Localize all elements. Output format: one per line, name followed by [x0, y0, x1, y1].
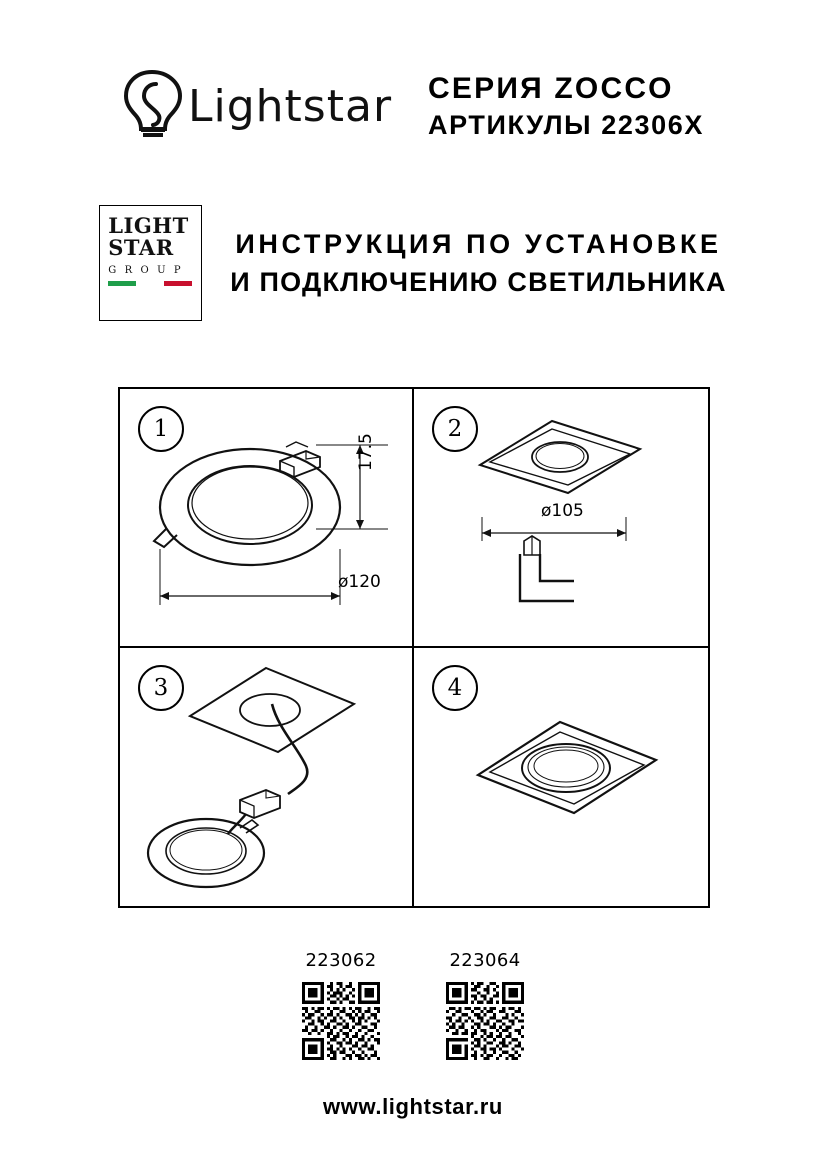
series-article: АРТИКУЛЫ 22306X: [428, 109, 704, 140]
panel-step-2: [414, 389, 708, 648]
product-codes: [0, 950, 826, 1060]
panel-step-3: [120, 648, 414, 907]
step-badge-3: 3: [138, 665, 184, 711]
step-badge-1: 1: [138, 406, 184, 452]
lightstar-lamp-logo-icon: [122, 68, 184, 142]
code-number: 223064: [449, 950, 521, 971]
lightstar-group-logo: [99, 205, 202, 321]
series-title: СЕРИЯ ZOCCO: [428, 72, 674, 105]
instruction-title: [230, 225, 726, 302]
panel-step-1: [120, 389, 414, 648]
installation-steps-grid: [118, 387, 710, 908]
dimension-label-height-17-5: 17.5: [356, 433, 376, 471]
series-block: [428, 70, 704, 143]
qr-code-icon[interactable]: [446, 982, 524, 1060]
subheader: [0, 205, 826, 321]
group-logo-line1: LIGHT: [108, 213, 189, 238]
code-item-223062: [287, 950, 395, 1060]
panel-step-4: [414, 648, 708, 907]
round-fixture-top-view-icon: [120, 389, 414, 647]
instruction-line-1: ИНСТРУКЦИЯ ПО УСТАНОВКЕ: [235, 228, 722, 259]
page-header: [0, 62, 826, 162]
brand-logo: [122, 68, 392, 142]
dimension-label-diameter-120: ø120: [338, 572, 381, 592]
code-item-223064: [431, 950, 539, 1060]
group-logo-line2: STAR: [108, 235, 174, 261]
code-number: 223062: [305, 950, 377, 971]
group-logo-line3: G R O U P: [108, 264, 184, 276]
fixture-wiring-connect-icon: [120, 648, 414, 906]
installed-fixture-icon: [414, 648, 708, 906]
step-badge-4: 4: [432, 665, 478, 711]
group-logo-flag-bar: [108, 281, 192, 286]
instruction-line-2: И ПОДКЛЮЧЕНИЮ СВЕТИЛЬНИКА: [230, 267, 727, 297]
footer-website[interactable]: www.lightstar.ru: [323, 1094, 503, 1119]
qr-code-icon[interactable]: [302, 982, 380, 1060]
step-badge-2: 2: [432, 406, 478, 452]
dimension-label-diameter-105: ø105: [541, 501, 584, 521]
brand-name: Lightstar: [188, 81, 393, 132]
